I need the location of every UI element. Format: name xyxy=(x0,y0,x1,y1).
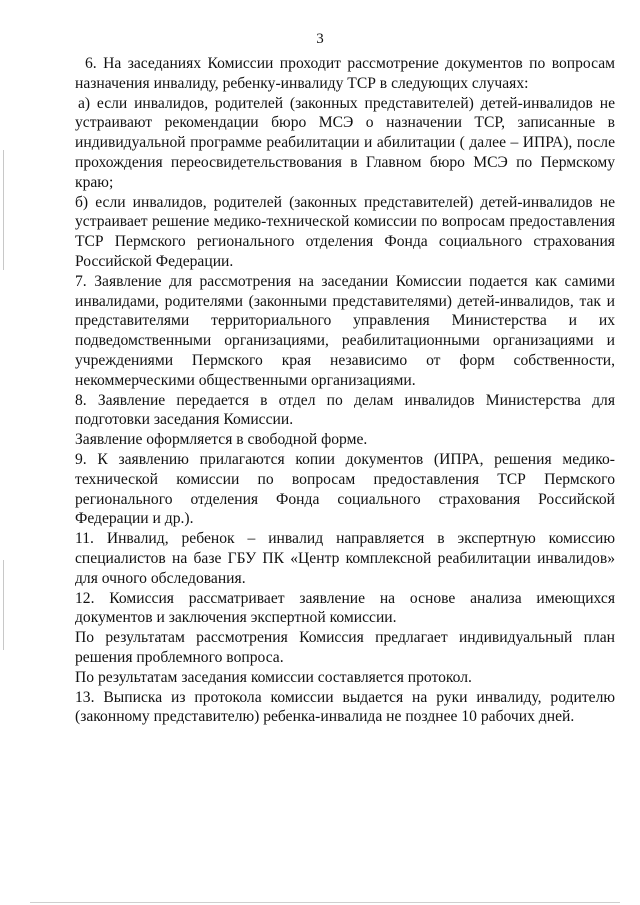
paragraph-12-protocol: По результатам заседания комиссии составляется протокол. xyxy=(75,668,472,686)
paragraph-6: 6. На заседаниях Комиссии проходит рассмотрение документов по вопросам назначения инвалиду, ребенку-инвалиду ТСР в следующих случаях: xyxy=(75,55,615,92)
page-number: 3 xyxy=(316,31,324,47)
paragraph-9: 9. К заявлению прилагаются копии документов (ИПРА, решения медико-технической комиссии по вопросам предоставления ТСР Пермского регионального отделения Фонда социального страхования Российской Федерации и др.). xyxy=(75,450,615,528)
paragraph-8-form: Заявление оформляется в свободной форме. xyxy=(75,431,368,449)
paragraph-7: 7. Заявление для рассмотрения на заседании Комиссии подается как самими инвалидами, родителями (законными представителями) детей-инвалидов, так и представителями территориального управления Министерства и их подведомственными организациями, реабилитационными организациями и учреждениями Пермского края независимо от форм собственности, некоммерческими общественными организациями. xyxy=(75,272,615,389)
document-body xyxy=(75,54,615,727)
scan-artifact-line xyxy=(3,150,4,270)
scan-artifact-line xyxy=(3,560,4,650)
paragraph-6b: б) если инвалидов, родителей (законных представителей) детей-инвалидов не устраивает решение медико-технической комиссии по вопросам предоставления ТСР Пермского регионального отделения Фонда социального страхования Российской Федерации. xyxy=(75,193,615,270)
paragraph-8: 8. Заявление передается в отдел по делам инвалидов Министерства для подготовки заседания Комиссии. xyxy=(75,391,615,429)
paragraph-12: 12. Комиссия рассматривает заявление на основе анализа имеющихся документов и заключения экспертной комиссии. xyxy=(75,589,615,627)
paragraph-6a: а) если инвалидов, родителей (законных представителей) детей-инвалидов не устраивают рекомендации бюро МСЭ о назначении ТСР, записанные в индивидуальной программе реабилитации и абилитации ( далее – ИПРА), после прохождения переосвидетельствования в Главном бюро МСЭ по Пермскому краю; xyxy=(75,94,615,191)
paragraph-11: 11. Инвалид, ребенок – инвалид направляется в экспертную комиссию специалистов на базе ГБУ ПК «Центр комплексной реабилитации инвалидов» для очного обследования. xyxy=(75,530,615,587)
paragraph-13: 13. Выписка из протокола комиссии выдается на руки инвалиду, родителю (законному представителю) ребенка-инвалида не позднее 10 рабочих дней. xyxy=(75,688,615,726)
paragraph-12-plan: По результатам рассмотрения Комиссия предлагает индивидуальный план решения проблемного вопроса. xyxy=(75,629,615,666)
